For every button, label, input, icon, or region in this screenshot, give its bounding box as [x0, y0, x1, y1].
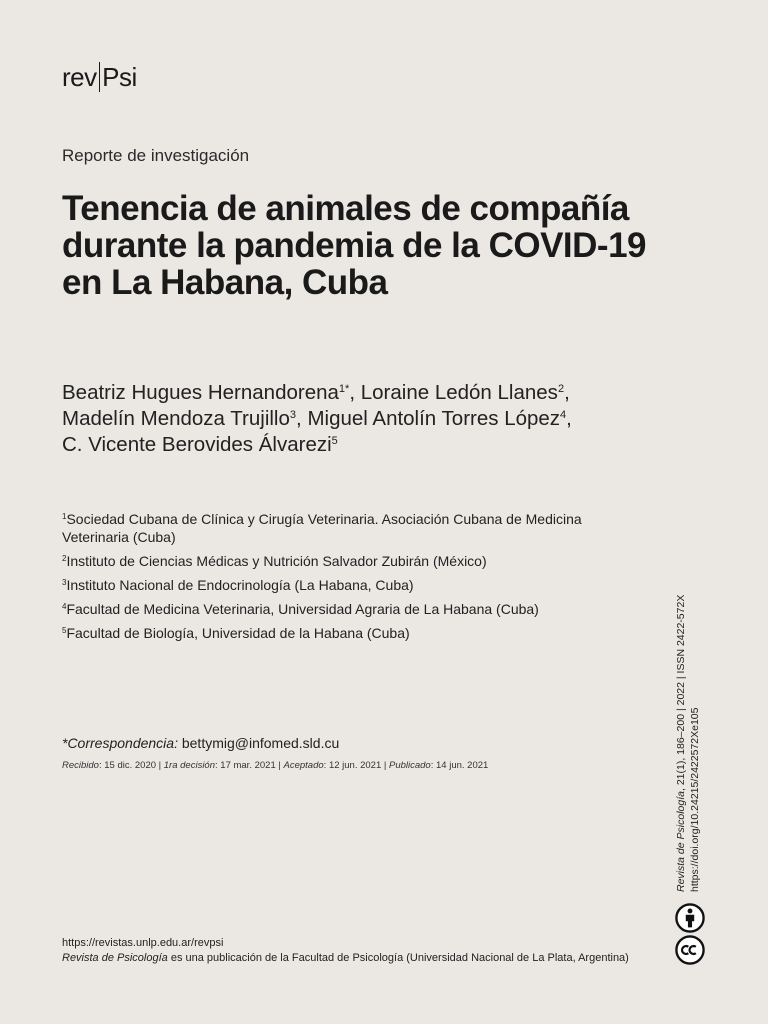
affiliation-number: 2: [62, 554, 67, 563]
publication-dates: Recibido: 15 dic. 2020 | 1ra decisión: 17 mar. 2021 | Aceptado: 12 jun. 2021 | Publicado: 14 jun. 2021: [62, 760, 489, 771]
affiliation-item: [62, 624, 622, 642]
affiliation-text: Sociedad Cubana de Clínica y Cirugía Veterinaria. Asociación Cubana de Medicina Veterinaria (Cuba): [62, 511, 582, 545]
received-label: Recibido: [62, 760, 99, 771]
author-affil-ref: 4: [560, 409, 567, 421]
published-label: Publicado: [388, 760, 431, 771]
logo-psi: Psi: [102, 62, 137, 92]
journal-url[interactable]: https://revistas.unlp.edu.ar/revpsi: [62, 937, 224, 949]
first-decision-label: 1ra decisión: [163, 760, 215, 771]
author-name: Loraine Ledón Llanes: [360, 381, 558, 404]
affiliation-number: 3: [62, 578, 67, 587]
side-doi[interactable]: https://doi.org/10.24215/2422572Xe105: [689, 707, 701, 892]
affiliation-list: [62, 510, 622, 648]
logo-separator: [99, 62, 101, 92]
article-title: Tenencia de animales de compañía durante la pandemia de la COVID-19 en La Habana, Cuba: [62, 189, 646, 302]
author-separator: ,: [296, 407, 308, 430]
author-separator: ,: [566, 407, 572, 430]
publisher-text: es una publicación de la Facultad de Psicología (Universidad Nacional de La Plata, Argentina): [167, 952, 629, 964]
author-list: [62, 380, 652, 458]
license-badge[interactable]: [674, 903, 706, 967]
affiliation-item: [62, 576, 622, 594]
affiliation-item: [62, 510, 622, 546]
affiliation-text: Facultad de Biología, Universidad de la Habana (Cuba): [66, 625, 410, 641]
side-citation: [674, 592, 702, 892]
accepted-label: Aceptado: [283, 760, 324, 771]
author-affil-ref: 2: [557, 383, 565, 395]
journal-logo: [62, 62, 137, 93]
affiliation-text: Facultad de Medicina Veterinaria, Universidad Agraria de La Habana (Cuba): [66, 601, 539, 617]
attribution-icon: [674, 903, 706, 933]
journal-name: Revista de Psicología: [62, 952, 168, 964]
affiliation-number: 1: [62, 512, 67, 521]
logo-rev: rev: [62, 62, 97, 92]
affiliation-text: Instituto Nacional de Endocrinología (La Habana, Cuba): [66, 577, 414, 593]
affiliation-item: [62, 600, 622, 618]
footer: [62, 936, 629, 966]
author-separator: ,: [564, 381, 570, 404]
affiliation-text: Instituto de Ciencias Médicas y Nutrición Salvador Zubirán (México): [66, 553, 487, 569]
affiliation-number: 5: [62, 626, 67, 635]
author-name: C. Vicente Berovides Álvarezi: [62, 433, 332, 456]
affiliation-item: [62, 552, 622, 570]
author-name: Madelín Mendoza Trujillo: [62, 407, 290, 430]
correspondence-email[interactable]: bettymig@infomed.sld.cu: [181, 735, 340, 751]
author-name: Beatriz Hugues Hernandorena: [62, 381, 339, 404]
accepted-date: 12 jun. 2021: [328, 760, 382, 771]
correspondence: [62, 735, 339, 751]
affiliation-number: 4: [62, 602, 67, 611]
author-separator: ,: [349, 381, 361, 404]
published-date: 14 jun. 2021: [436, 760, 489, 771]
author-name: Miguel Antolín Torres López: [307, 407, 561, 430]
first-decision-date: 17 mar. 2021: [220, 760, 276, 771]
citation-line: [674, 592, 688, 892]
correspondence-label: *Correspondencia:: [62, 735, 178, 751]
author-affil-ref: 5: [331, 435, 338, 447]
author-affil-ref: 3: [289, 409, 297, 421]
creative-commons-icon: [674, 935, 706, 965]
received-date: 15 dic. 2020: [104, 760, 157, 771]
article-type: Reporte de investigación: [62, 146, 250, 165]
author-affil-ref: 1*: [338, 383, 350, 395]
side-journal-name: Revista de Psicología: [675, 791, 687, 892]
side-citation-text: , 21(1), 186–200 | 2022 | ISSN 2422-572X: [675, 594, 687, 792]
publisher-line: [62, 951, 629, 966]
